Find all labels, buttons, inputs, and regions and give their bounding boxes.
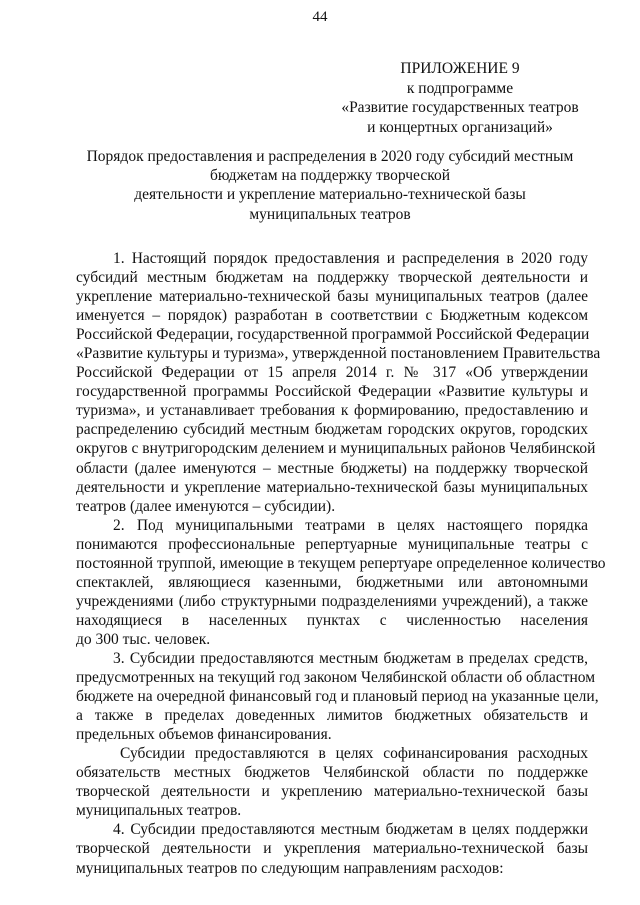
paragraph-line: 1. Настоящий порядок предоставления и распределения в 2020 году <box>113 250 588 267</box>
paragraph-line: государственной программы Российской Федерации «Развитие культуры и <box>76 383 588 401</box>
paragraph-line: именуется – порядок) разработан в соответствии с Бюджетным кодексом <box>76 307 588 325</box>
paragraph-line: находящиеся в населенных пунктах с численностью населения <box>76 611 588 629</box>
paragraph-line: Российской Федерации от 15 апреля 2014 г. № 317 «Об утверждении <box>76 364 588 382</box>
paragraph-line: постоянной труппой, имеющие в текущем репертуаре определенное количество <box>76 554 606 572</box>
paragraph-line: а также в пределах доведенных лимитов бюджетных обязательств и <box>76 707 588 725</box>
paragraph-line: понимаются профессиональные репертуарные муниципальные театры с <box>76 535 588 553</box>
paragraph-line: 4. Субсидии предоставляются местным бюджетам в целях поддержки <box>113 821 588 839</box>
document-title-line: деятельности и укрепление материально-технической базы <box>134 186 526 204</box>
paragraph <box>76 649 599 744</box>
paragraph <box>76 249 601 516</box>
paragraph-line: распределению субсидий местным бюджетам городских округов, городских <box>76 421 588 439</box>
paragraph-line: муниципальных театров. <box>76 802 242 820</box>
paragraph-line: муниципальных театров по следующим направлениям расходов: <box>76 859 504 877</box>
appendix-line: «Развитие государственных театров <box>341 99 579 116</box>
paragraph-line: Российской Федерации, государственной программой Российской Федерации <box>76 326 590 344</box>
paragraph-line: округов с внутригородским делением и муниципальных районов Челябинской <box>76 440 596 458</box>
paragraph-line: до 300 тыс. человек. <box>76 630 211 648</box>
paragraph-line: области (далее именуются – местные бюджеты) на поддержку творческой <box>76 459 588 477</box>
document-body <box>76 249 606 878</box>
page-number: 44 <box>312 9 328 25</box>
paragraph-line: «Развитие культуры и туризма», утвержденной постановлением Правительства <box>76 345 601 363</box>
paragraph-line: Субсидии предоставляются в целях софинансирования расходных <box>120 745 588 763</box>
paragraph-line: туризма», и устанавливает требования к формированию, предоставлению и <box>76 402 588 420</box>
paragraph-line: спектаклей, являющиеся казенными, бюджетными или автономными <box>76 573 588 591</box>
document-title-line: муниципальных театров <box>249 205 411 223</box>
appendix-title: ПРИЛОЖЕНИЕ 9 <box>400 60 520 77</box>
paragraph-line: театров (далее именуются – субсидии). <box>76 497 336 515</box>
paragraph-line: предусмотренных на текущий год законом Челябинской области об областном <box>76 669 596 687</box>
document-title <box>60 147 600 224</box>
document-title-line: Порядок предоставления и распределения в 2020 году субсидий местным <box>86 148 574 165</box>
document-title-line: бюджетам на поддержку творческой <box>209 167 450 185</box>
paragraph-line: укрепление материально-технической базы муниципальных театров (далее <box>76 288 588 306</box>
paragraph <box>76 516 606 649</box>
paragraph-line: деятельности и укрепление материально-технической базы муниципальных <box>76 478 588 496</box>
paragraph-line: творческой деятельности и укреплению материально-технической базы <box>76 783 588 801</box>
paragraph <box>76 820 588 877</box>
paragraph-line: предельных объемов финансирования. <box>76 726 332 744</box>
paragraph-line: 3. Субсидии предоставляются местным бюджетам в пределах средств, <box>113 649 588 667</box>
paragraph-line: бюджете на очередной финансовый год и плановый период на указанные цели, <box>76 688 599 706</box>
paragraph-line: обязательств местных бюджетов Челябинской области по поддержке <box>76 764 588 782</box>
appendix-line: и концертных организаций» <box>367 118 553 136</box>
paragraph-line: субсидий местным бюджетам на поддержку творческой деятельности и <box>76 269 588 287</box>
appendix-line: к подпрограмме <box>406 79 514 97</box>
appendix-header <box>335 59 585 137</box>
paragraph <box>76 744 588 820</box>
paragraph-line: 2. Под муниципальными театрами в целях настоящего порядка <box>113 516 588 534</box>
paragraph-line: творческой деятельности и укрепления материально-технической базы <box>76 840 588 858</box>
paragraph-line: учреждениями (либо структурными подразделениями учреждений), а также <box>76 592 588 610</box>
